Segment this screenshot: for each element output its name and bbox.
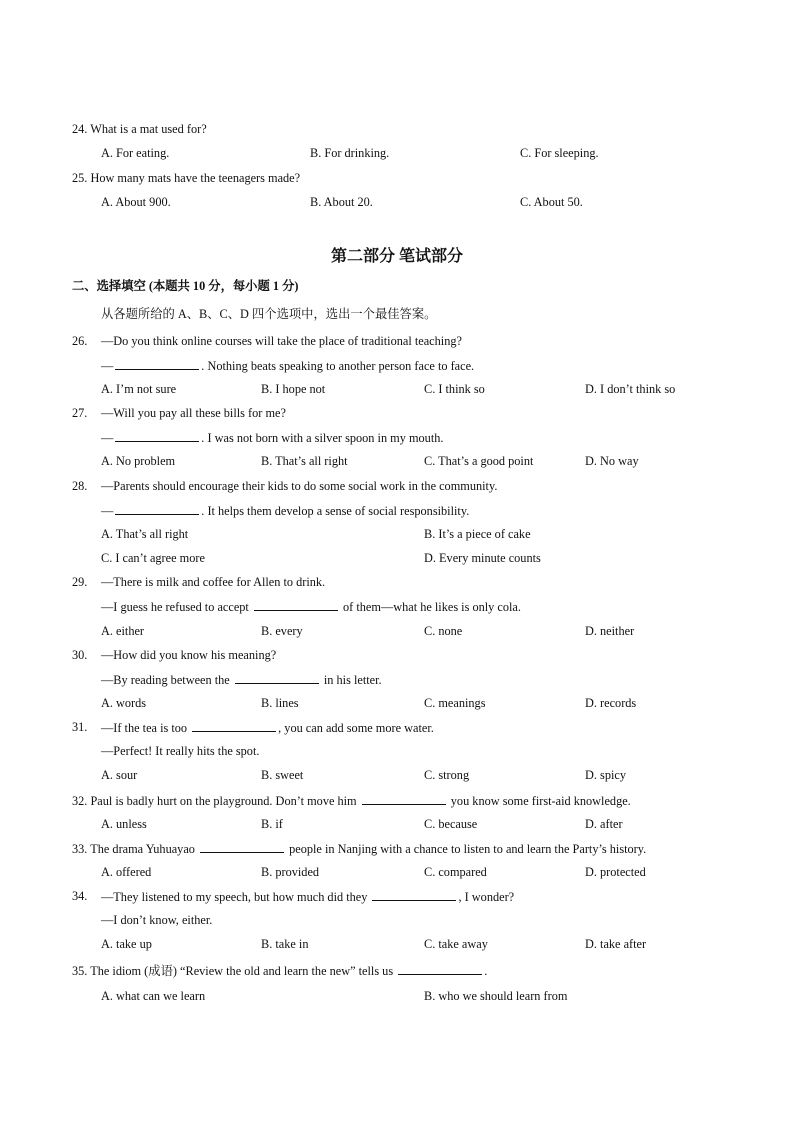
q26-line2-pre: — <box>101 359 114 373</box>
q28-option-d: D. Every minute counts <box>424 551 541 565</box>
q25-option-c: C. About 50. <box>520 195 583 209</box>
q32-option-c: C. because <box>424 817 478 831</box>
q25-option-a: A. About 900. <box>101 195 171 209</box>
q30-line2 <box>101 671 382 688</box>
q30-line2-post: in his letter. <box>323 673 382 687</box>
q30-option-a: A. words <box>101 696 147 710</box>
section-two-instruction: 从各题所给的 A、B、C、D 四个选项中，选出一个最佳答案。 <box>101 307 437 321</box>
answer-blank <box>115 502 199 515</box>
q27-option-a: A. No problem <box>101 454 176 468</box>
q29-option-b: B. every <box>261 624 303 638</box>
section-two-title: 二、选择填空 (本题共 10 分，每小题 1 分) <box>72 279 299 293</box>
q31-option-b: B. sweet <box>261 768 304 782</box>
q33-stem-pre: 33. The drama Yuhuayao <box>72 842 195 856</box>
q31-option-d: D. spicy <box>585 768 626 782</box>
q28-number: 28. <box>72 479 88 493</box>
q30-option-b: B. lines <box>261 696 299 710</box>
q26-option-d: D. I don’t think so <box>585 382 676 396</box>
q33-stem <box>72 840 646 857</box>
q27-option-c: C. That’s a good point <box>424 454 534 468</box>
q27-line1: —Will you pay all these bills for me? <box>101 406 286 420</box>
q26-number: 26. <box>72 334 88 348</box>
q31-line1-post: , you can add some more water. <box>278 721 434 735</box>
q28-line1: —Parents should encourage their kids to do some social work in the community. <box>101 479 498 493</box>
q32-option-a: A. unless <box>101 817 147 831</box>
q30-option-d: D. records <box>585 696 637 710</box>
question-24-stem: 24. What is a mat used for? <box>72 122 207 136</box>
q31-line1 <box>101 719 434 736</box>
q29-line2-post: of them—what he likes is only cola. <box>343 600 521 614</box>
q24-option-b: B. For drinking. <box>310 146 390 160</box>
q24-option-a: A. For eating. <box>101 146 170 160</box>
q27-number: 27. <box>72 406 88 420</box>
answer-blank <box>398 962 482 975</box>
q26-line2-post: . Nothing beats speaking to another person face to face. <box>201 359 475 373</box>
part-two-title: 第二部分 笔试部分 <box>330 248 463 265</box>
q33-stem-post: people in Nanjing with a chance to listen to and learn the Party’s history. <box>289 842 647 856</box>
q32-option-b: B. if <box>261 817 283 831</box>
q33-option-d: D. protected <box>585 865 646 879</box>
q31-line1-pre: —If the tea is too <box>101 721 188 735</box>
q27-line2-pre: — <box>101 431 114 445</box>
q27-line2 <box>101 429 443 446</box>
q33-option-a: A. offered <box>101 865 152 879</box>
q35-stem <box>72 962 487 979</box>
q26-line1: —Do you think online courses will take the place of traditional teaching? <box>101 334 462 348</box>
q35-option-a: A. what can we learn <box>101 989 206 1003</box>
q34-option-d: D. take after <box>585 937 647 951</box>
q34-option-c: C. take away <box>424 937 488 951</box>
q26-option-b: B. I hope not <box>261 382 326 396</box>
q32-stem <box>72 792 631 809</box>
q30-option-c: C. meanings <box>424 696 486 710</box>
q33-option-c: C. compared <box>424 865 487 879</box>
q29-line2 <box>101 598 521 615</box>
q29-option-c: C. none <box>424 624 463 638</box>
q31-option-c: C. strong <box>424 768 470 782</box>
q24-option-c: C. For sleeping. <box>520 146 599 160</box>
q29-option-d: D. neither <box>585 624 635 638</box>
answer-blank <box>362 792 446 805</box>
q26-line2 <box>101 357 474 374</box>
q29-line2-pre: —I guess he refused to accept <box>101 600 249 614</box>
answer-blank <box>115 357 199 370</box>
answer-blank <box>192 719 276 732</box>
q25-option-b: B. About 20. <box>310 195 373 209</box>
q28-option-a: A. That’s all right <box>101 527 189 541</box>
q34-line2: —I don’t know, either. <box>101 913 213 927</box>
q27-line2-post: . I was not born with a silver spoon in my mouth. <box>201 431 444 445</box>
q30-line2-pre: —By reading between the <box>101 673 230 687</box>
q34-line1-post: , I wonder? <box>458 890 515 904</box>
q29-number: 29. <box>72 575 88 589</box>
q30-number: 30. <box>72 648 88 662</box>
q26-option-a: A. I’m not sure <box>101 382 177 396</box>
q34-line1-pre: —They listened to my speech, but how much did they <box>101 890 368 904</box>
q29-option-a: A. either <box>101 624 145 638</box>
answer-blank <box>254 598 338 611</box>
q31-line2: —Perfect! It really hits the spot. <box>101 744 260 758</box>
q28-line2-post: . It helps them develop a sense of social responsibility. <box>201 504 470 518</box>
q35-stem-pre: 35. The idiom (成语) “Review the old and learn the new” tells us <box>72 964 394 978</box>
answer-blank <box>235 671 319 684</box>
q27-option-b: B. That’s all right <box>261 454 348 468</box>
q30-line1: —How did you know his meaning? <box>101 648 277 662</box>
q33-option-b: B. provided <box>261 865 320 879</box>
q34-option-a: A. take up <box>101 937 152 951</box>
q34-option-b: B. take in <box>261 937 309 951</box>
q31-number: 31. <box>72 720 88 734</box>
q35-option-b: B. who we should learn from <box>424 989 568 1003</box>
q35-stem-post: . <box>484 964 488 978</box>
q28-line2 <box>101 502 469 519</box>
q34-number: 34. <box>72 889 88 903</box>
q26-option-c: C. I think so <box>424 382 485 396</box>
q28-line2-pre: — <box>101 504 114 518</box>
q31-option-a: A. sour <box>101 768 138 782</box>
q27-option-d: D. No way <box>585 454 639 468</box>
q28-option-c: C. I can’t agree more <box>101 551 205 565</box>
answer-blank <box>200 840 284 853</box>
q32-option-d: D. after <box>585 817 623 831</box>
q32-stem-pre: 32. Paul is badly hurt on the playground. Don’t move him <box>72 794 357 808</box>
q34-line1 <box>101 888 514 905</box>
q29-line1: —There is milk and coffee for Allen to drink. <box>101 575 326 589</box>
q32-stem-post: you know some first-aid knowledge. <box>450 794 631 808</box>
answer-blank <box>115 429 199 442</box>
q28-option-b: B. It’s a piece of cake <box>424 527 531 541</box>
question-25-stem: 25. How many mats have the teenagers made? <box>72 171 301 185</box>
answer-blank <box>372 888 456 901</box>
